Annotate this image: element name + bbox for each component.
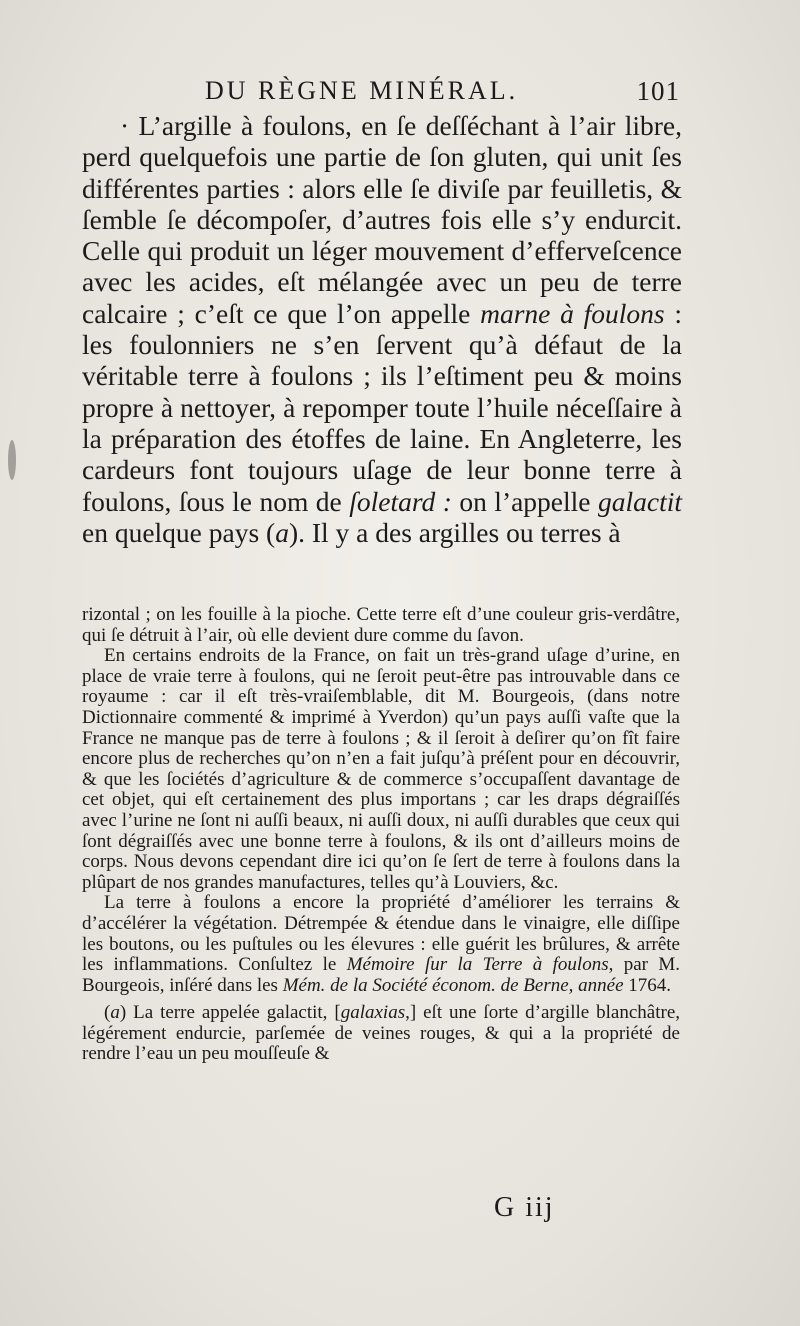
main-text xyxy=(82,110,682,548)
footnote-a: (a) La terre appelée galactit, [galaxias,] eſt une ſorte d’argille blanchâtre, légérement endurcie, parſemée de veines rouges, & qui a la propriété de rendre l’eau un peu mouſſeuſe & xyxy=(82,1002,680,1065)
footnote-paragraph: La terre à foulons a encore la propriété d’améliorer les terrains & d’accélérer la végétation. Détrempée & étendue dans le vinaigre, elle diſſipe les boutons, ou les puſtules ou les élevures : elle guérit les brûlures, & arrête les inflammations. Conſultez le Mémoire ſur la Terre à foulons, par M. Bourgeois, inſéré dans les Mém. de la Société économ. de Berne, année 1764. xyxy=(82,892,680,996)
footnotes xyxy=(82,605,680,1065)
page-number: 101 xyxy=(636,76,680,106)
footnote-paragraph: En certains endroits de la France, on fait un très-grand uſage d’urine, en place de vraie terre à foulons, qui ne ſeroit peut-être pas introuvable dans ce royaume : car il eſt très-vraiſemblable, dit M. Bourgeois, (dans notre Dictionnaire commenté & imprimé à Yverdon) qu’un pays auſſi vaſte que la France ne manque pas de terre à foulons ; & il ſeroit à deſirer qu’on fît faire encore plus de recherches qu’on n’en a fait juſqu’à préſent pour en découvrir, & que les ſociétés d’agriculture & de commerce s’occupaſſent davantage de cet objet, qui eſt certainement des plus importans ; car les draps dégraiſſés avec l’urine ne ſont ni auſſi beaux, ni auſſi doux, ni auſſi durables que ceux qui ſont dégraiſſés avec une bonne terre à foulons, & ils ont d’ailleurs moins de corps. Nous devons cependant dire ici qu’on ſe ſert de terre à foulons dans la plûpart de nos grandes manufactures, telles qu’à Louviers, &c. xyxy=(82,645,680,893)
running-header xyxy=(205,76,680,110)
main-paragraph: · L’argille à foulons, en ſe deſſéchant à l’air libre, perd quelquefois une partie de ſon gluten, qui unit ſes différentes parties : alors elle ſe diviſe par feuilletis, & ſemble ſe décompoſer, d’autres fois elle s’y endurcit. Celle qui produit un léger mouvement d’efferveſcence avec les acides, eſt mélangée avec un peu de terre calcaire ; c’eſt ce que l’on appelle marne à foulons : les foulonniers ne s’en ſervent qu’à défaut de la véritable terre à foulons ; ils l’eſtiment peu & moins propre à nettoyer, à repomper toute l’huile néceſſaire à la préparation des étoffes de laine. En Angleterre, les cardeurs font toujours uſage de leur bonne terre à foulons, ſous le nom de ſoletard : on l’appelle galactit en quelque pays (a). Il y a des argilles ou terres à xyxy=(82,110,682,548)
running-title: DU RÈGNE MINÉRAL. xyxy=(205,76,519,105)
footnote-continuation: rizontal ; on les fouille à la pioche. Cette terre eſt d’une couleur gris-verdâtre, qui ſe détruit à l’air, où elle devient dure comme du ſavon. xyxy=(82,604,680,646)
signature-mark: G iij xyxy=(494,1192,555,1223)
ink-stain xyxy=(8,440,16,480)
